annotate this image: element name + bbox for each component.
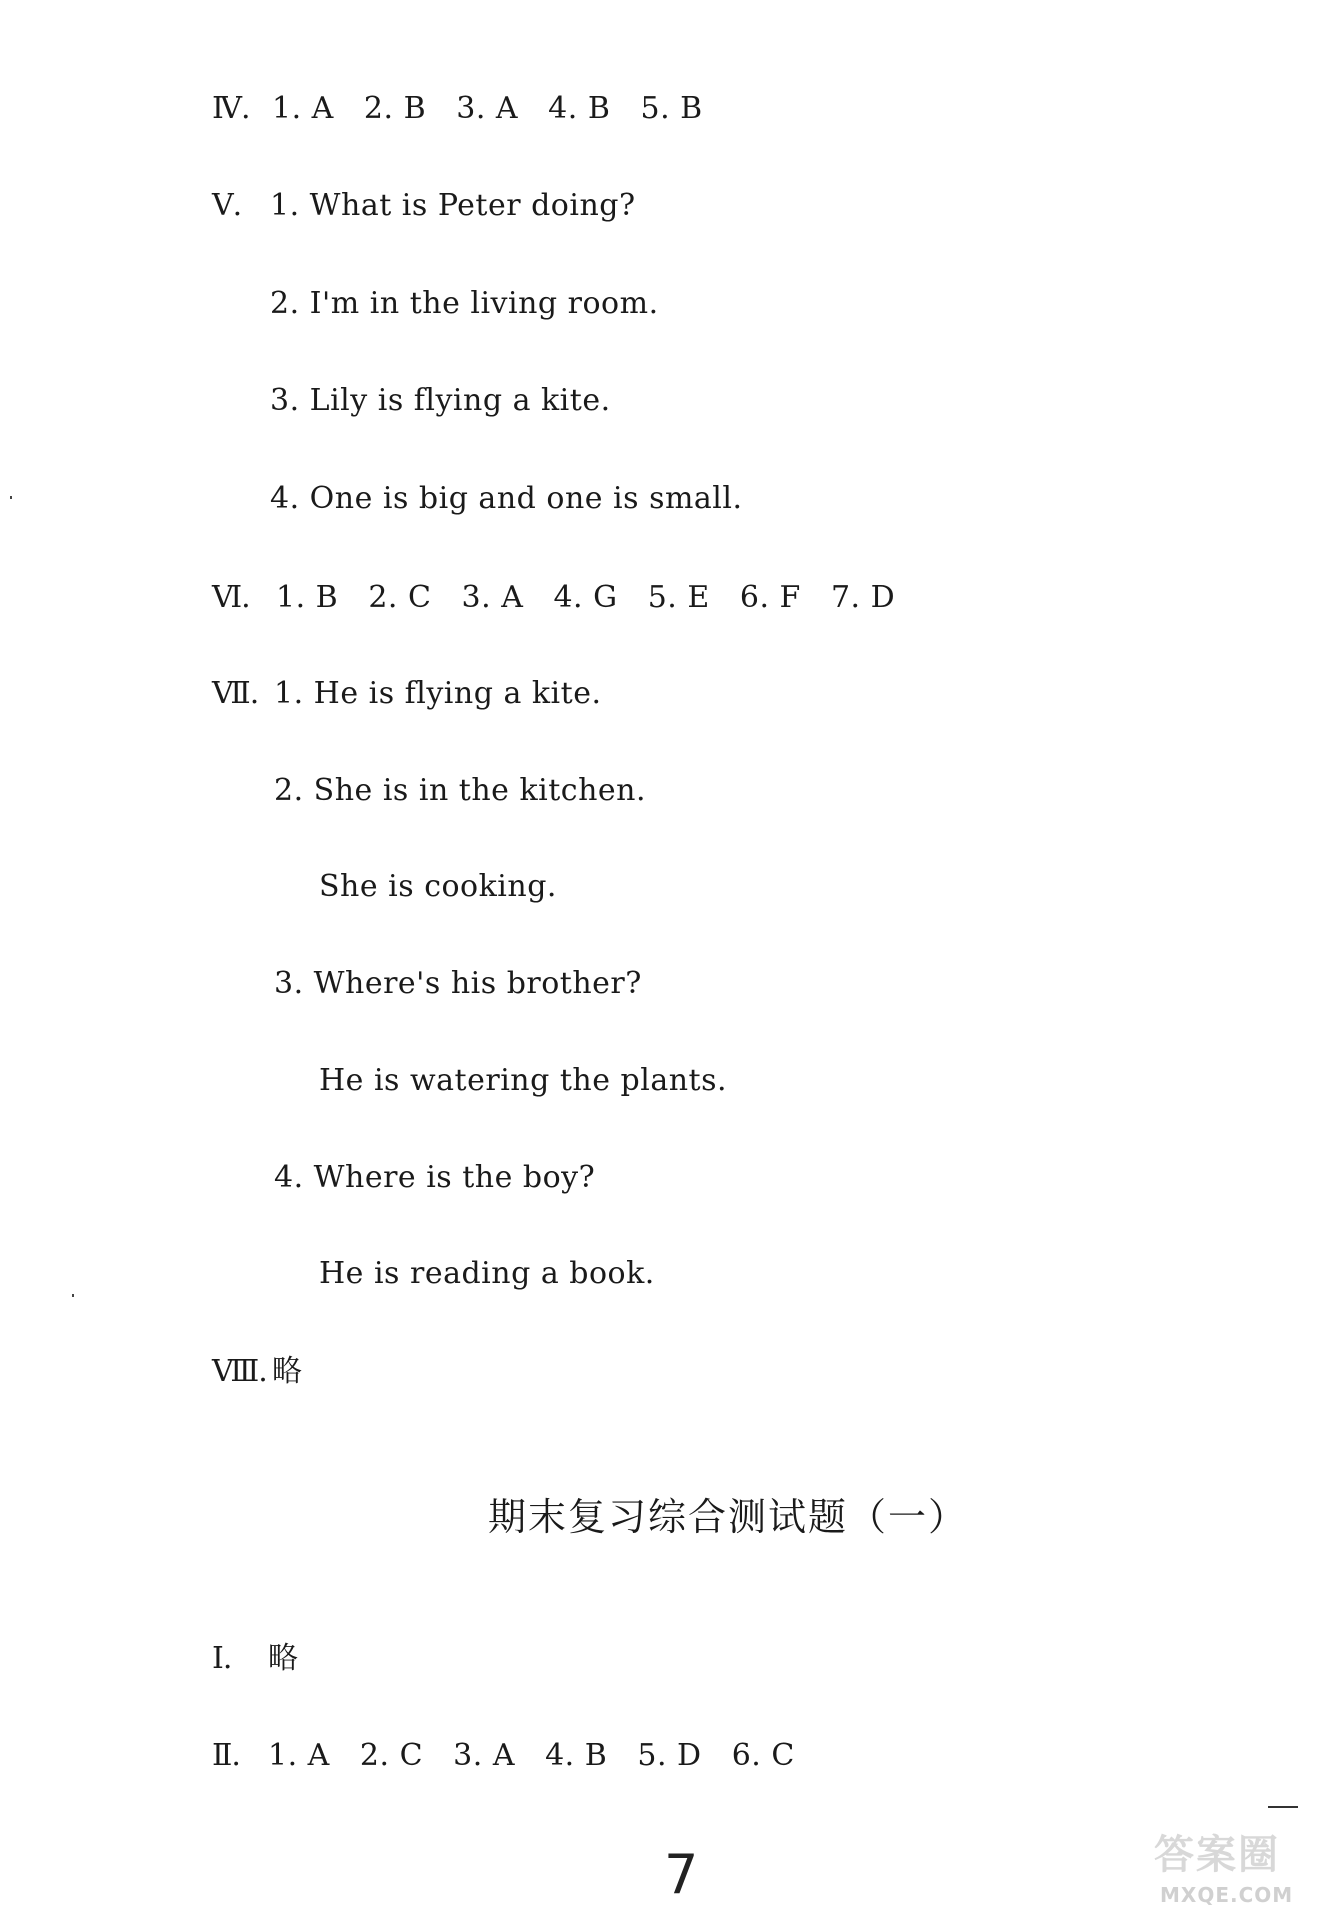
section-viii-numeral: Ⅷ.	[212, 1354, 267, 1389]
section-vii-item-3: 3. Where's his brother?	[274, 966, 642, 1001]
section-v-item-4: 4. One is big and one is small.	[270, 481, 743, 516]
section-v-numeral: Ⅴ.	[212, 188, 242, 223]
section-v-item-2: 2. I'm in the living room.	[270, 286, 659, 321]
watermark-logo-text: 答案圈	[1154, 1832, 1280, 1878]
margin-dash	[1268, 1806, 1298, 1808]
page-number: 7	[664, 1843, 699, 1906]
section-viii-text: 略	[272, 1354, 303, 1389]
section-vii-item-3-cont: He is watering the plants.	[319, 1063, 728, 1098]
exam-section-i-numeral: Ⅰ.	[212, 1641, 232, 1676]
scan-speck	[72, 1294, 74, 1297]
section-vii-item-4-cont: He is reading a book.	[319, 1256, 655, 1291]
section-iv-answers: 1. A 2. B 3. A 4. B 5. B	[272, 91, 703, 126]
exam-section-ii-answers: 1. A 2. C 3. A 4. B 5. D 6. C	[268, 1738, 795, 1773]
section-v-item-1: 1. What is Peter doing?	[270, 188, 636, 223]
section-vi-numeral: Ⅵ.	[212, 580, 250, 615]
section-v-item-3: 3. Lily is flying a kite.	[270, 383, 611, 418]
section-iv-numeral: Ⅳ.	[212, 91, 250, 126]
section-vii-item-4: 4. Where is the boy?	[274, 1160, 596, 1195]
section-vii-item-2-cont: She is cooking.	[319, 869, 557, 904]
exam-section-i-text: 略	[268, 1641, 299, 1676]
exam-title: 期末复习综合测试题（一）	[488, 1495, 969, 1539]
section-vii-numeral: Ⅶ.	[212, 676, 259, 711]
exam-section-ii-numeral: Ⅱ.	[212, 1738, 240, 1773]
section-vii-item-1: 1. He is flying a kite.	[274, 676, 602, 711]
watermark-url: MXQE.COM	[1160, 1883, 1294, 1907]
section-vi-answers: 1. B 2. C 3. A 4. G 5. E 6. F 7. D	[276, 580, 896, 615]
watermark	[1154, 1831, 1314, 1911]
scan-speck	[10, 496, 12, 499]
section-vii-item-2: 2. She is in the kitchen.	[274, 773, 647, 808]
